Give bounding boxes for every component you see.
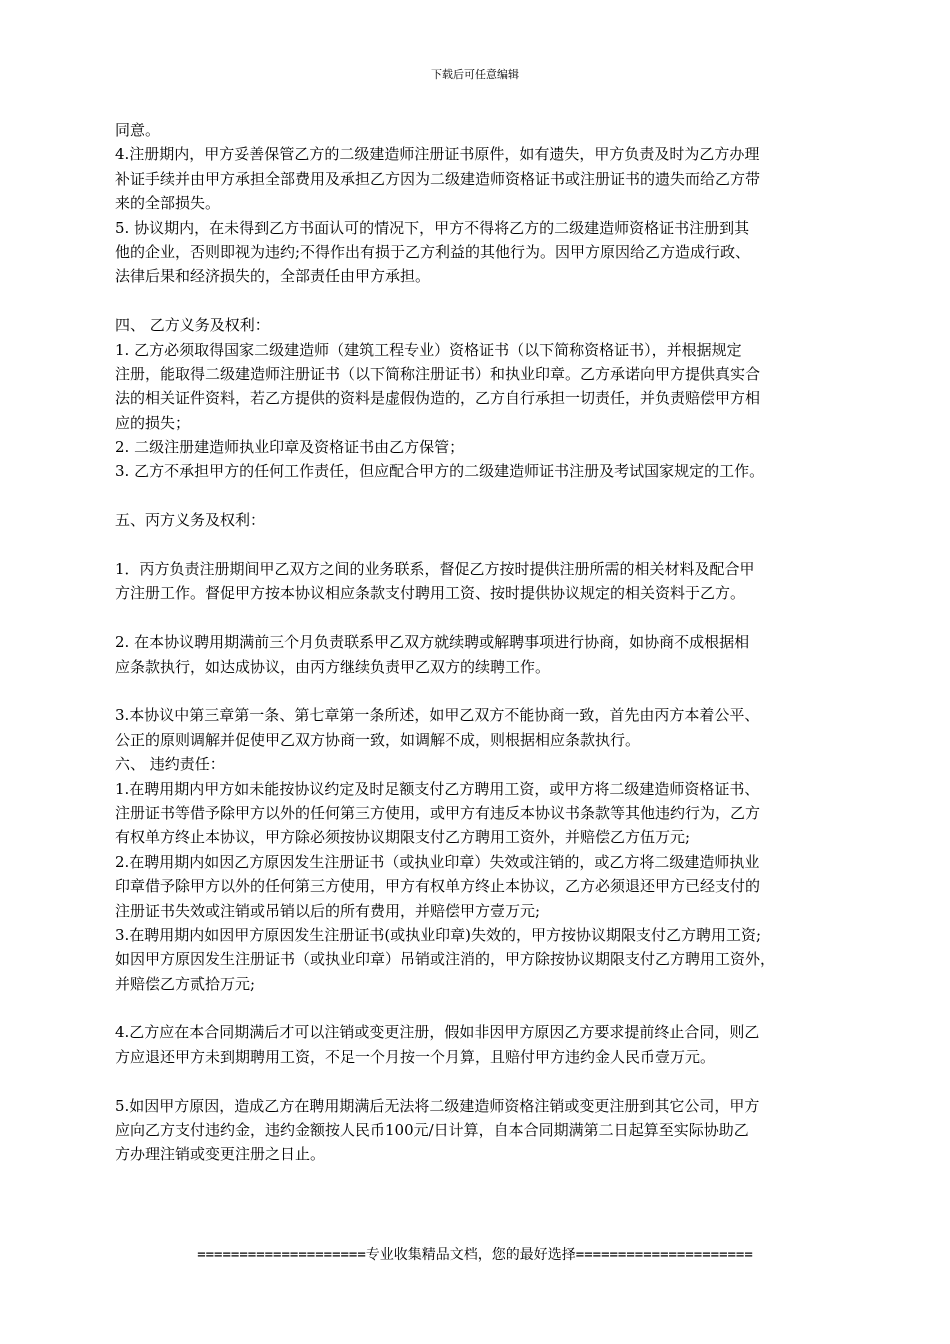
text-line: 补证手续并由甲方承担全部费用及承担乙方因为二级建造师资格证书或注册证书的遗失而给乙方带 xyxy=(115,169,761,188)
blank-line xyxy=(115,606,845,630)
page-header: 下载后可任意编辑 xyxy=(431,68,519,81)
text-line: 5.如因甲方原因，造成乙方在聘用期满后无法将二级建造师资格注销或变更注册到其它公司，甲方 xyxy=(115,1096,760,1115)
text-line: 应向乙方支付违约金，违约金额按人民币100元/日计算，自本合同期满第二日起算至实际协助乙 xyxy=(115,1121,749,1140)
text-line: 四、 乙方义务及权利： xyxy=(115,316,270,335)
text-line: 同意。 xyxy=(115,121,161,139)
text-line: 2. 在本协议聘用期满前三个月负责联系甲乙双方就续聘或解聘事项进行协商，如协商不成根据相 xyxy=(115,633,750,652)
document-body xyxy=(115,118,845,1167)
page-footer: ====================专业收集精品文档，您的最好选择===================== xyxy=(197,1247,753,1263)
text-line: 3. 乙方不承担甲方的任何工作责任，但应配合甲方的二级建造师证书注册及考试国家规定的工作。 xyxy=(115,462,765,481)
text-line: 5. 协议期内，在未得到乙方书面认可的情况下，甲方不得将乙方的二级建造师资格证书注册到其 xyxy=(115,218,750,237)
text-line: 注册证书等借予除甲方以外的任何第三方使用，或甲方有违反本协议书条款等其他违约行为，乙方 xyxy=(115,803,761,822)
text-line: 如因甲方原因发生注册证书（或执业印章）吊销或注消的，甲方除按协议期限支付乙方聘用工资外， xyxy=(115,950,776,969)
text-line: 3.本协议中第三章第一条、第七章第一条所述，如甲乙双方不能协商一致，首先由丙方本着公平、 xyxy=(115,706,760,725)
text-line: 公正的原则调解并促使甲乙双方协商一致，如调解不成，则根据相应条款执行。 xyxy=(115,730,641,749)
text-line: 注册，能取得二级建造师注册证书（以下简称注册证书）和执业印章。乙方承诺向甲方提供真实合 xyxy=(115,364,761,383)
text-line: 1．丙方负责注册期间甲乙双方之间的业务联系，督促乙方按时提供注册所需的相关材料及配合甲 xyxy=(115,560,755,579)
text-line: 应条款执行，如达成协议，由丙方继续负责甲乙双方的续聘工作。 xyxy=(115,657,551,676)
text-line: 1.在聘用期内甲方如未能按协议约定及时足额支付乙方聘用工资，或甲方将二级建造师资格证书、 xyxy=(115,779,760,798)
text-line: 3.在聘用期内如因甲方原因发生注册证书(或执业印章)失效的，甲方按协议期限支付乙方聘用工资; xyxy=(115,925,762,944)
text-line: 并赔偿乙方贰拾万元; xyxy=(115,974,256,993)
blank-line xyxy=(115,1069,845,1093)
text-line: 法的相关证件资料，若乙方提供的资料是虚假伪造的，乙方自行承担一切责任，并负责赔偿甲方相 xyxy=(115,389,761,408)
text-line: 2. 二级注册建造师执业印章及资格证书由乙方保管； xyxy=(115,438,465,457)
blank-line xyxy=(115,289,845,313)
text-line: 法律后果和经济损失的，全部责任由甲方承担。 xyxy=(115,267,431,286)
blank-line xyxy=(115,484,845,508)
text-line: 4.乙方应在本合同期满后才可以注销或变更注册，假如非因甲方原因乙方要求提前终止合同，则乙 xyxy=(115,1023,760,1042)
text-line: 印章借予除甲方以外的任何第三方使用，甲方有权单方终止本协议，乙方必须退还甲方已经支付的 xyxy=(115,877,761,896)
blank-line xyxy=(115,996,845,1020)
text-line: 1. 乙方必须取得国家二级建造师（建筑工程专业）资格证书（以下简称资格证书），并根据规定 xyxy=(115,340,742,359)
text-line: 方注册工作。督促甲方按本协议相应条款支付聘用工资、按时提供协议规定的相关资料于乙方。 xyxy=(115,584,746,603)
text-line: 4.注册期内，甲方妥善保管乙方的二级建造师注册证书原件，如有遗失，甲方负责及时为乙方办理 xyxy=(115,145,760,164)
text-line: 方办理注销或变更注册之日止。 xyxy=(115,1145,326,1164)
text-line: 有权单方终止本协议，甲方除必须按协议期限支付乙方聘用工资外，并赔偿乙方伍万元; xyxy=(115,828,691,847)
text-line: 六、 违约责任： xyxy=(115,755,225,774)
blank-line xyxy=(115,533,845,557)
text-line: 他的企业，否则即视为违约;不得作出有损于乙方利益的其他行为。因甲方原因给乙方造成行政、 xyxy=(115,242,751,261)
blank-line xyxy=(115,679,845,703)
text-line: 来的全部损失。 xyxy=(115,194,221,213)
text-line: 2.在聘用期内如因乙方原因发生注册证书（或执业印章）失效或注销的，或乙方将二级建造师执业 xyxy=(115,852,760,871)
text-line: 注册证书失效或注销或吊销以后的所有费用，并赔偿甲方壹万元; xyxy=(115,901,541,920)
text-line: 五、丙方义务及权利： xyxy=(115,511,266,530)
text-line: 应的损失； xyxy=(115,413,191,432)
text-line: 方应退还甲方未到期聘用工资，不足一个月按一个月算，且赔付甲方违约金人民币壹万元。 xyxy=(115,1047,716,1066)
